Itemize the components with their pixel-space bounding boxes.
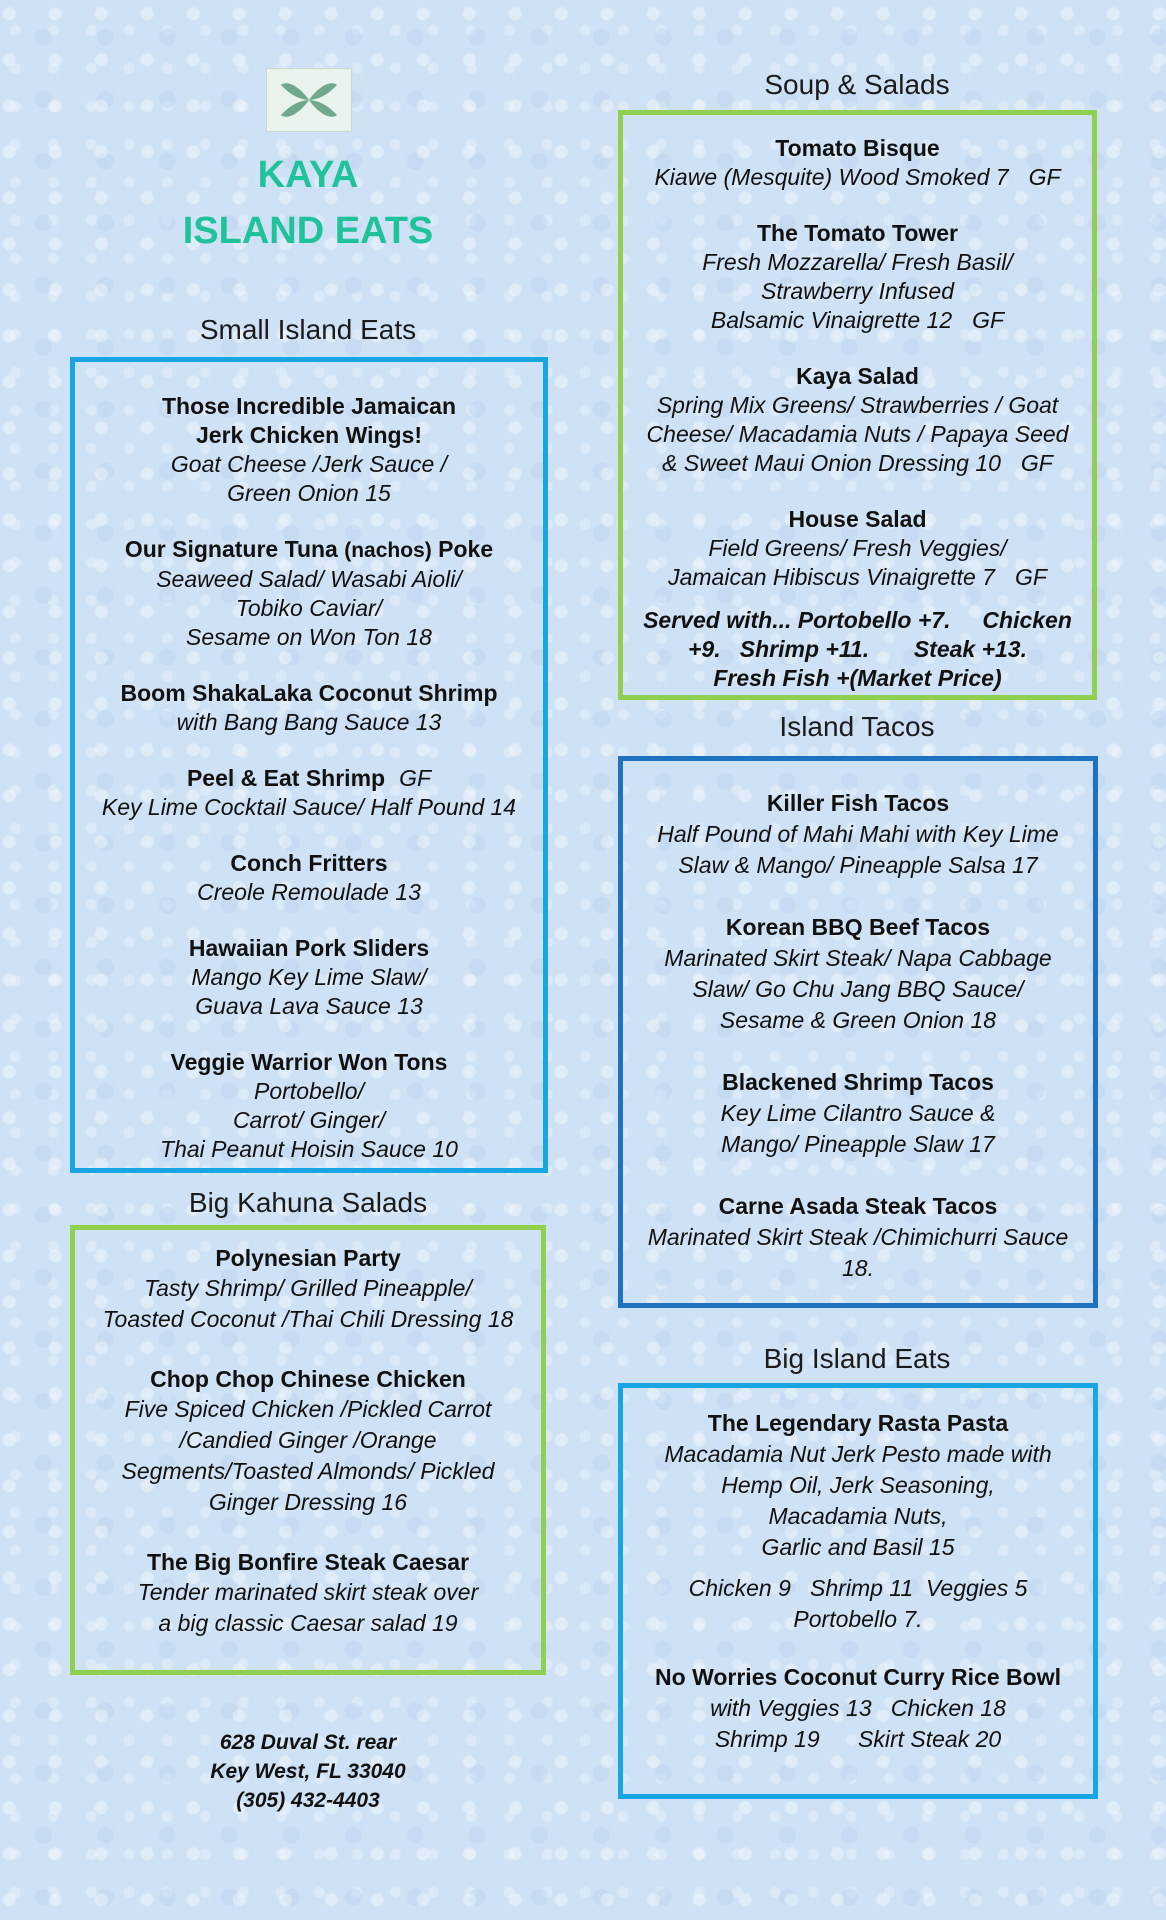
item-description: Toasted Coconut /Thai Chili Dressing 18 xyxy=(102,1306,514,1332)
menu-item xyxy=(75,849,543,907)
addons-line: Fresh Fish +(Market Price) xyxy=(713,665,1002,691)
menu-item xyxy=(623,362,1092,478)
item-description: Kiawe (Mesquite) Wood Smoked 7 xyxy=(654,164,1009,190)
menu-item xyxy=(623,505,1092,592)
item-name: Boom ShakaLaka Coconut Shrimp xyxy=(120,680,498,706)
item-description: Jamaican Hibiscus Vinaigrette 7 xyxy=(668,564,995,590)
four-petal-leaf-logo-icon xyxy=(267,69,351,131)
menu-item xyxy=(623,1067,1093,1160)
gf-tag: GF xyxy=(1014,564,1047,590)
small-island-eats-box xyxy=(70,357,548,1173)
item-description: Spring Mix Greens/ Strawberries / Goat xyxy=(656,392,1059,418)
item-description: Half Pound of Mahi Mahi with Key Lime xyxy=(657,821,1059,847)
restaurant-name-line2: ISLAND EATS xyxy=(182,210,434,252)
item-description: Key Lime Cocktail Sauce/ Half Pound 14 xyxy=(101,794,517,820)
menu-item xyxy=(75,764,543,822)
address-street: 628 Duval St. rear xyxy=(219,1731,397,1754)
menu-item xyxy=(623,219,1092,335)
item-description: Macadamia Nut Jerk Pesto made with xyxy=(664,1441,1052,1467)
menu-item xyxy=(623,912,1093,1036)
menu-item xyxy=(623,1662,1093,1755)
item-description-row xyxy=(623,563,1092,592)
item-description-row xyxy=(623,163,1092,192)
item-description: Segments/Toasted Almonds/ Pickled xyxy=(121,1458,495,1484)
soup-salads-box xyxy=(618,110,1097,700)
item-name: Peel & Eat Shrimp xyxy=(186,765,386,791)
address-city: Key West, FL 33040 xyxy=(210,1760,406,1783)
item-name: The Legendary Rasta Pasta xyxy=(707,1410,1009,1436)
item-description: Slaw/ Go Chu Jang BBQ Sauce/ xyxy=(692,976,1024,1002)
addons-line: +9. Shrimp +11. Steak +13. xyxy=(687,636,1027,662)
item-name: Korean BBQ Beef Tacos xyxy=(725,914,991,940)
item-name: The Big Bonfire Steak Caesar xyxy=(146,1549,470,1575)
item-description: Sesame on Won Ton 18 xyxy=(186,624,432,650)
soup-salads-title: Soup & Salads xyxy=(764,69,950,100)
item-description: Shrimp 19 Skirt Steak 20 xyxy=(714,1726,1002,1752)
logo xyxy=(266,68,352,132)
big-kahuna-salads-title: Big Kahuna Salads xyxy=(188,1187,428,1218)
gf-tag: GF xyxy=(399,765,432,791)
gf-tag: GF xyxy=(972,307,1005,333)
item-description-row xyxy=(623,449,1092,478)
big-kahuna-salads-box xyxy=(70,1225,546,1675)
item-description: Carrot/ Ginger/ xyxy=(232,1107,386,1133)
small-island-eats-title: Small Island Eats xyxy=(199,314,417,345)
menu-item xyxy=(623,788,1093,881)
item-description: Goat Cheese /Jerk Sauce / xyxy=(170,451,448,477)
menu-item xyxy=(623,1408,1093,1635)
item-name: House Salad xyxy=(788,506,927,532)
item-description: Mango/ Pineapple Slaw 17 xyxy=(721,1131,995,1157)
item-name: Jerk Chicken Wings! xyxy=(195,422,423,448)
item-description: & Sweet Maui Onion Dressing 10 xyxy=(662,450,1001,476)
item-addons: Portobello 7. xyxy=(793,1606,923,1632)
menu-item xyxy=(75,1548,541,1639)
item-description: Fresh Mozzarella/ Fresh Basil/ xyxy=(702,249,1013,275)
item-description: /Candied Ginger /Orange xyxy=(179,1427,437,1453)
menu-item xyxy=(75,1048,543,1164)
item-description-row xyxy=(623,306,1092,335)
item-description: Guava Lava Sauce 13 xyxy=(195,993,423,1019)
item-description: Cheese/ Macadamia Nuts / Papaya Seed xyxy=(646,421,1069,447)
item-name: Conch Fritters xyxy=(230,850,388,876)
item-description: Strawberry Infused xyxy=(760,278,955,304)
item-description: Marinated Skirt Steak /Chimichurri Sauce xyxy=(647,1224,1069,1250)
item-name: Tomato Bisque xyxy=(775,135,940,161)
item-description: Tender marinated skirt steak over xyxy=(137,1579,479,1605)
item-description: Garlic and Basil 15 xyxy=(761,1534,955,1560)
item-name-row xyxy=(75,764,543,793)
menu-item xyxy=(623,1191,1093,1284)
item-description: Green Onion 15 xyxy=(227,480,391,506)
item-description: Tasty Shrimp/ Grilled Pineapple/ xyxy=(144,1275,472,1301)
item-description: Hemp Oil, Jerk Seasoning, xyxy=(721,1472,995,1498)
island-tacos-title: Island Tacos xyxy=(779,711,935,742)
gf-tag: GF xyxy=(1028,164,1061,190)
menu-item xyxy=(75,1244,541,1335)
restaurant-name-line1: KAYA xyxy=(257,154,359,196)
big-island-eats-title: Big Island Eats xyxy=(763,1343,951,1374)
item-description: Slaw & Mango/ Pineapple Salsa 17 xyxy=(678,852,1038,878)
item-description: Field Greens/ Fresh Veggies/ xyxy=(708,535,1007,561)
menu-item xyxy=(623,134,1092,192)
item-description: Marinated Skirt Steak/ Napa Cabbage xyxy=(664,945,1052,971)
island-tacos-box xyxy=(618,756,1098,1308)
item-name: Polynesian Party xyxy=(215,1245,401,1271)
address-phone: (305) 432-4403 xyxy=(236,1789,380,1812)
addons-note xyxy=(623,606,1092,693)
item-name: Carne Asada Steak Tacos xyxy=(718,1193,998,1219)
item-addons: Chicken 9 Shrimp 11 Veggies 5 xyxy=(688,1575,1028,1601)
item-description: Ginger Dressing 16 xyxy=(208,1489,408,1515)
item-description: Creole Remoulade 13 xyxy=(197,879,421,905)
menu-item xyxy=(75,1365,541,1518)
item-name: No Worries Coconut Curry Rice Bowl xyxy=(655,1664,1061,1690)
item-description: Seaweed Salad/ Wasabi Aioli/ xyxy=(156,566,462,592)
item-description: 18. xyxy=(842,1255,874,1281)
gf-tag: GF xyxy=(1020,450,1053,476)
item-description: Tobiko Caviar/ xyxy=(235,595,383,621)
item-name: Kaya Salad xyxy=(796,363,919,389)
menu-item xyxy=(75,679,543,737)
item-name: Blackened Shrimp Tacos xyxy=(722,1069,994,1095)
menu-item xyxy=(75,535,543,652)
item-description: a big classic Caesar salad 19 xyxy=(158,1610,458,1636)
item-name: The Tomato Tower xyxy=(756,220,959,246)
item-description: with Bang Bang Sauce 13 xyxy=(176,709,442,735)
item-name: Those Incredible Jamaican xyxy=(161,393,456,419)
item-description: Thai Peanut Hoisin Sauce 10 xyxy=(160,1136,458,1162)
item-description: Sesame & Green Onion 18 xyxy=(719,1007,997,1033)
item-description: Mango Key Lime Slaw/ xyxy=(191,964,427,990)
item-description: Macadamia Nuts, xyxy=(768,1503,948,1529)
item-description: with Veggies 13 Chicken 18 xyxy=(710,1695,1006,1721)
item-description: Key Lime Cilantro Sauce & xyxy=(720,1100,996,1126)
addons-line: Served with... Portobello +7. Chicken xyxy=(643,607,1072,633)
big-island-eats-box xyxy=(618,1383,1098,1799)
item-name: Our Signature Tuna (nachos) Poke xyxy=(124,536,494,562)
item-description: Five Spiced Chicken /Pickled Carrot xyxy=(124,1396,492,1422)
item-name: Chop Chop Chinese Chicken xyxy=(150,1366,466,1392)
item-name: Hawaiian Pork Sliders xyxy=(188,935,430,961)
menu-item xyxy=(75,392,543,508)
item-description: Balsamic Vinaigrette 12 xyxy=(710,307,953,333)
item-name: Killer Fish Tacos xyxy=(766,790,950,816)
item-description: Portobello/ xyxy=(254,1078,364,1104)
item-name: Veggie Warrior Won Tons xyxy=(170,1049,448,1075)
menu-item xyxy=(75,934,543,1021)
